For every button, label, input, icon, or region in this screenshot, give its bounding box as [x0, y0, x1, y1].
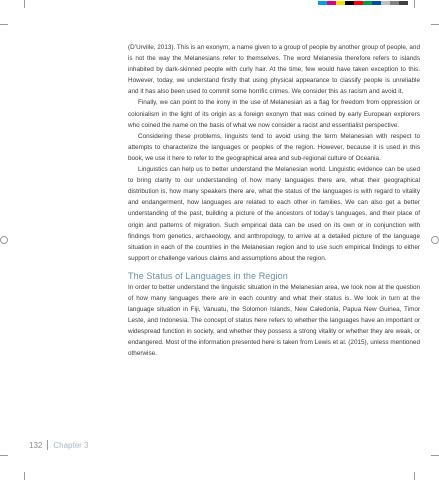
section-heading: The Status of Languages in the Region: [128, 270, 288, 281]
crop-mark: [0, 455, 8, 456]
color-swatch: [345, 1, 354, 5]
paragraph: (D’Urville, 2013). This is an exonym, a name given to a group of people by another group of people, and is not the way the Melanesians refer to themselves. The word Melanesia therefore refers to islands inhabited by dark-skinned people with curly hair. At the time, few would have taken exception to this. However, today, we understand firstly that using physical appearance to classify people is unreliable and it has also been used to commit some horrific crimes. We consider this as racism and avoid it.: [128, 44, 420, 96]
color-swatch: [381, 1, 390, 5]
registration-mark: [0, 236, 8, 244]
page-number: 132: [29, 440, 43, 450]
color-swatch: [372, 1, 381, 5]
color-swatch: [399, 1, 408, 5]
page-footer: [29, 440, 89, 450]
color-swatch: [318, 1, 327, 5]
footer-divider: [47, 440, 48, 450]
crop-mark: [431, 24, 439, 25]
crop-mark: [414, 472, 415, 480]
crop-mark: [24, 0, 25, 8]
crop-mark: [431, 455, 439, 456]
crop-mark: [414, 0, 415, 8]
paragraph: Finally, we can point to the irony in the use of Melanesian as a flag for freedom from oppression or colonialism in the light of its origin as a foreign exonym that was coined by early European explorers who coined the name on the basis of what we now consider a racist and essentialist perspective.: [128, 99, 420, 129]
body-text: [128, 42, 420, 360]
color-swatch: [390, 1, 399, 5]
crop-mark: [24, 472, 25, 480]
paragraph: In order to better understand the linguistic situation in the Melanesian area, we look now at the question of how many languages there are in each country and what their status is. We look in turn at the language situation in Fiji, Vanuatu, the Solomon Islands, New Caledonia, Papua New Guinea, Timor Leste, and Indonesia. The concept of status here refers to whether the languages have an important or widespread function in society, and whether they possess a strong vitality or whether they are weak, or endangered. Most of the information presented here is taken from Lewis et al. (2015), unless mentioned otherwise.: [128, 283, 420, 358]
chapter-label: Chapter 3: [53, 440, 89, 450]
crop-mark: [0, 24, 8, 25]
print-color-bar: [318, 1, 408, 5]
registration-mark: [431, 236, 439, 244]
color-swatch: [354, 1, 363, 5]
color-swatch: [363, 1, 372, 5]
color-swatch: [336, 1, 345, 5]
color-swatch: [327, 1, 336, 5]
paragraph: Considering these problems, linguists tend to avoid using the term Melanesian with respect to attempts to characterize the languages or peoples of the region. However, because it is used in this book, we use it here to refer to the geographical area and sub-regional culture of Oceania.: [128, 132, 420, 162]
paragraph: Linguistics can help us to better understand the Melanesian world. Linguistic evidence can be used to bring clarity to our understanding of how many languages there are, what their geographical distribution is, how many speakers there are, what the status of the languages is with regard to vitality and endangerment, how languages are related to each other in families. We can also get a better understanding of the past, building a picture of the ancestors of today’s languages, and their place of origin and patterns of migration. Such empirical data can be used on its own or in conjunction with findings from genetics, archaeology, and anthropology, to arrive at a detailed picture of the language situation in each of the countries in the Melanesian region and to use such empirical findings to either support or challenge various claims and assumptions about the region.: [128, 166, 420, 262]
